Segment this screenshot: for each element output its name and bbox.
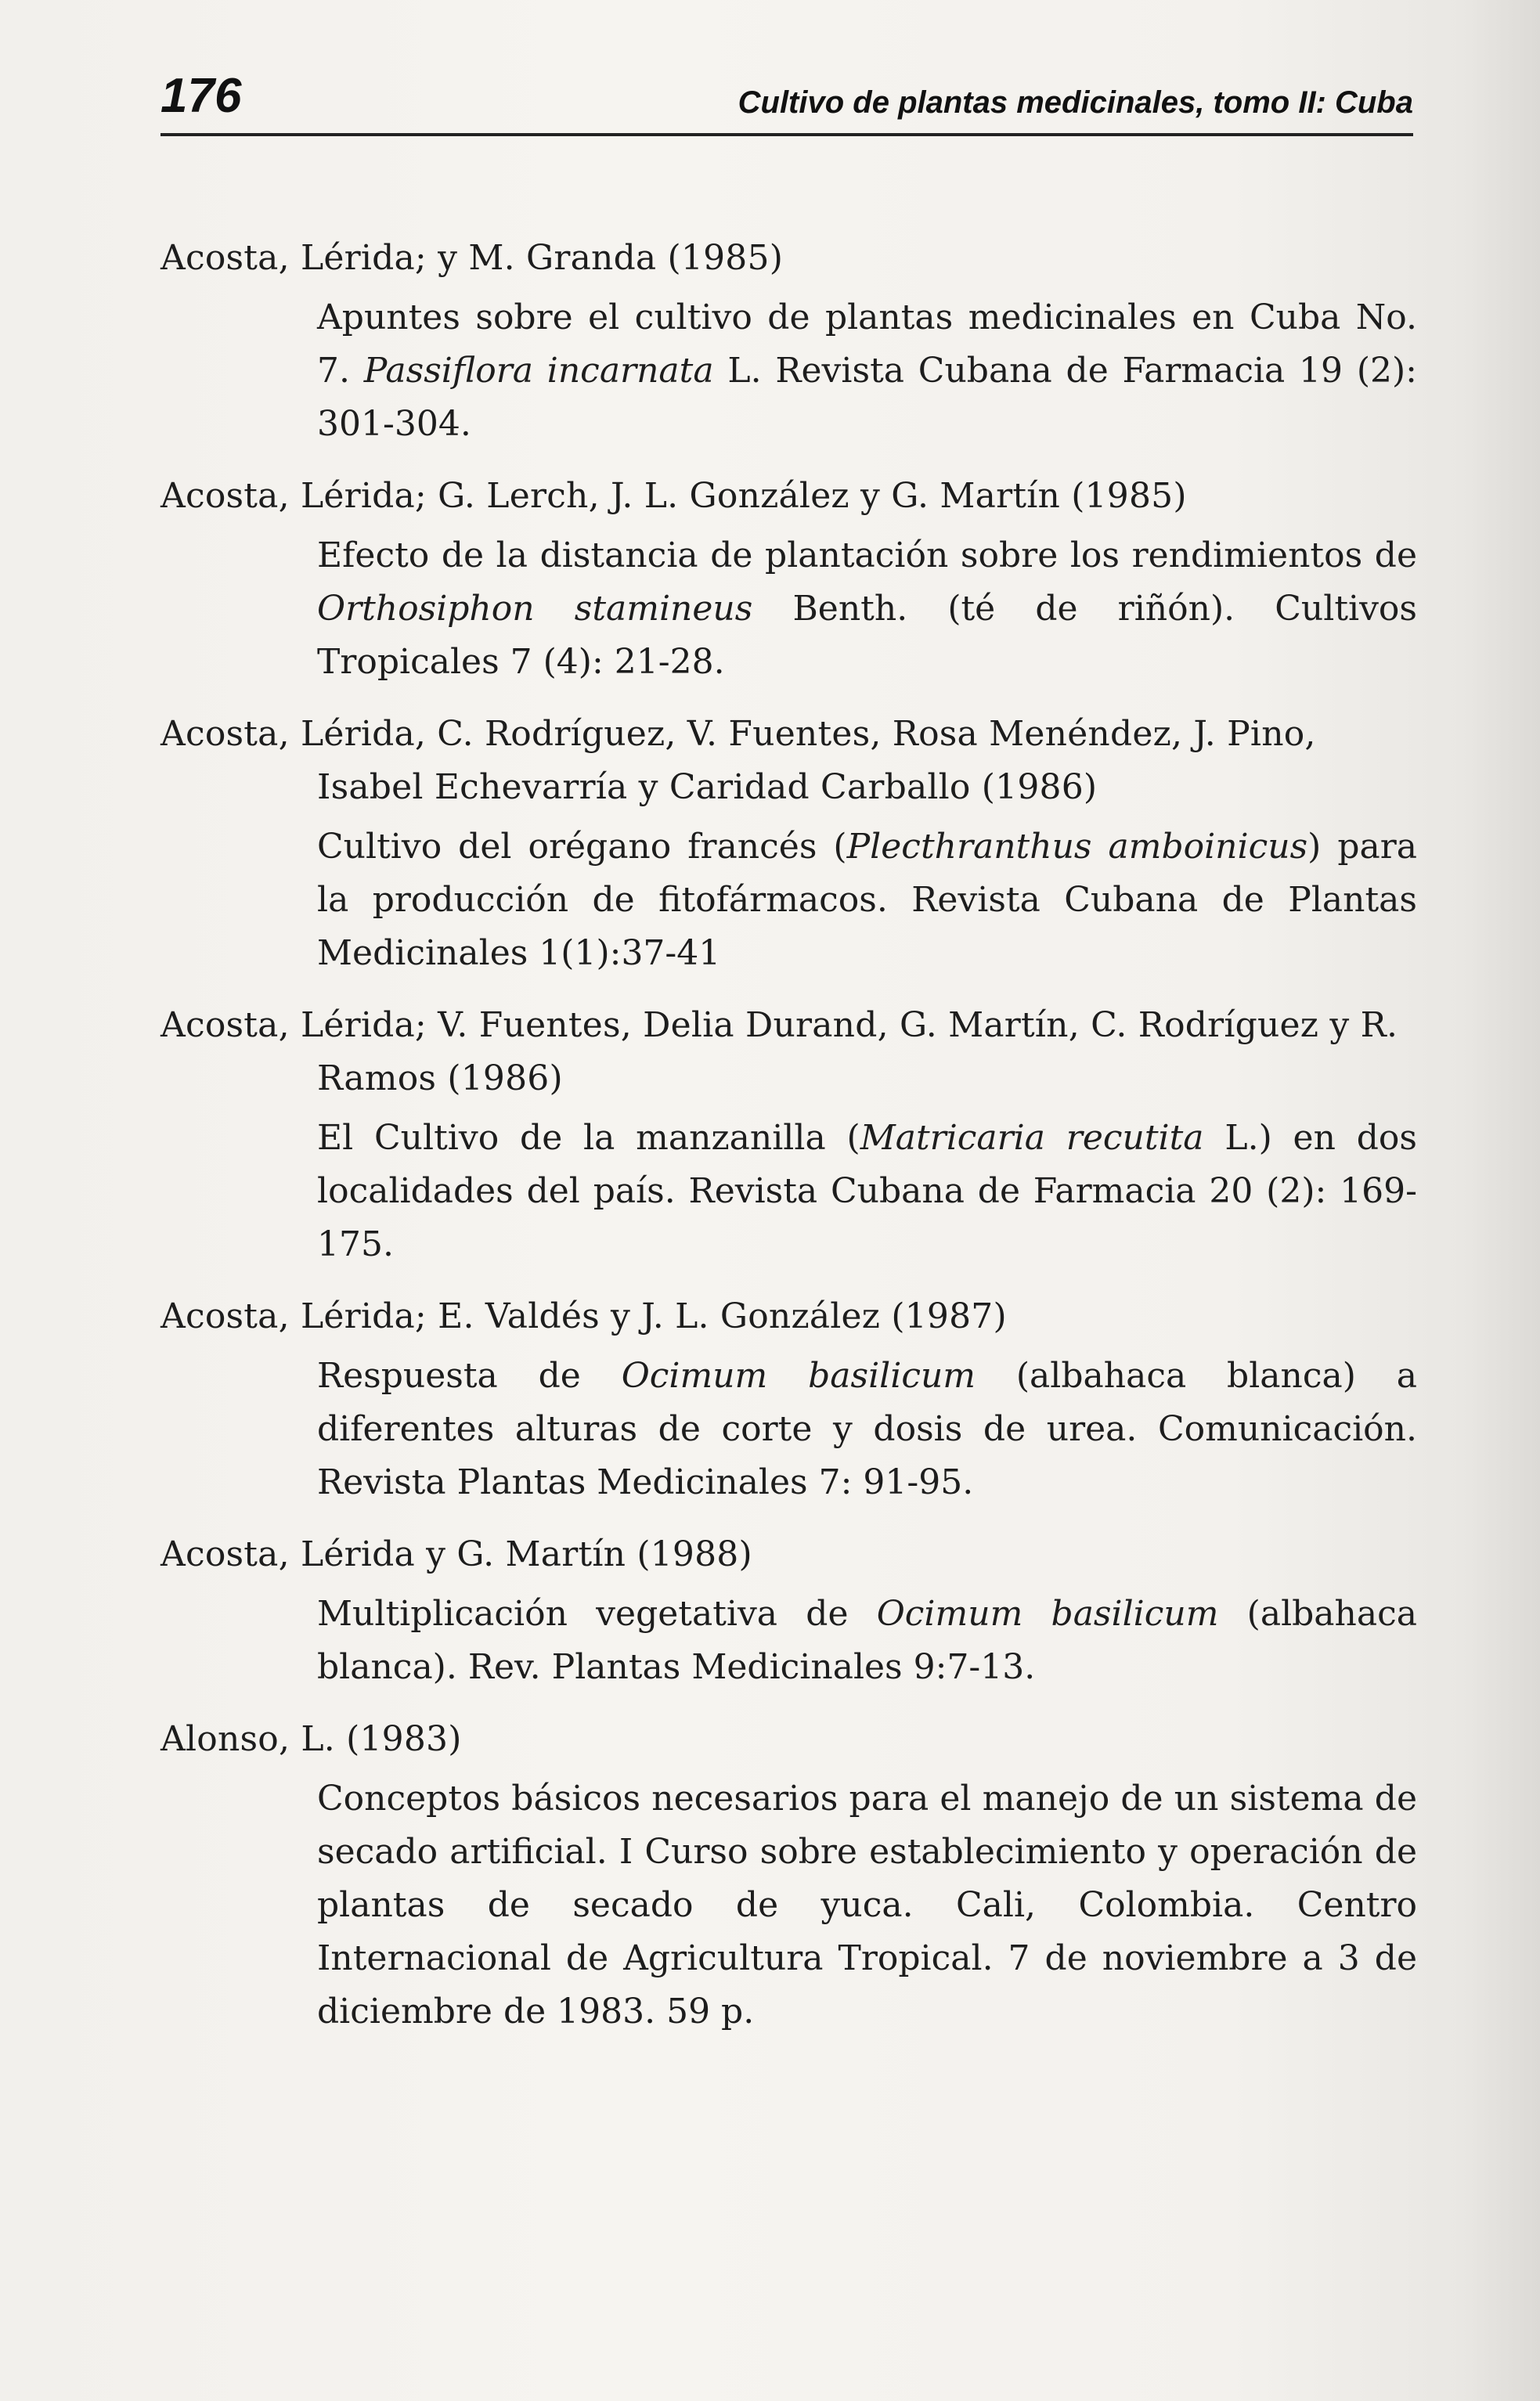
reference-author: Acosta, Lérida, C. Rodríguez, V. Fuentes, Rosa Menéndez, J. Pino, Isabel Echevarría y Caridad Carballo (1986) <box>160 714 1316 807</box>
title-text: (albahaca blanca). Rev. Plantas Medicinales 9:7-13. <box>317 1594 1417 1687</box>
reference-entry <box>160 999 1417 1271</box>
reference-entry <box>160 232 1417 451</box>
title-text: Apuntes sobre el cultivo de plantas medicinales en Cuba No. 7. <box>317 297 1417 391</box>
species-name: Ocimum basilicum <box>621 1356 976 1396</box>
species-name: Ocimum basilicum <box>876 1594 1219 1634</box>
running-title: Cultivo de plantas medicinales, tomo II: Cuba <box>738 85 1413 120</box>
title-text: Benth. (té de riñón). Cultivos Tropicales 7 (4): 21-28. <box>317 589 1418 682</box>
title-text: L.) en dos localidades del país. Revista Cubana de Farmacia 20 (2): 169-175. <box>317 1118 1417 1264</box>
reference-title <box>160 291 1417 451</box>
reference-author: Acosta, Lérida y G. Martín (1988) <box>160 1534 752 1574</box>
reference-title <box>160 1772 1417 2039</box>
reference-title <box>160 1112 1417 1271</box>
reference-list <box>160 232 1417 2057</box>
reference-entry <box>160 470 1417 689</box>
title-text: Conceptos básicos necesarios para el manejo de un sistema de secado artificial. I Curso sobre establecimiento y operación de plantas de secado de yuca. Cali, Colombia. Centro Internacional de Agricultura Tropical. 7 de noviembre a 3 de diciembre de 1983. 59 p. <box>317 1779 1417 2031</box>
reference-entry <box>160 1713 1417 2039</box>
reference-title <box>160 1350 1417 1509</box>
title-text: ) para la producción de fitofármacos. Revista Cubana de Plantas Medicinales 1(1):37-41 <box>317 827 1417 973</box>
reference-title <box>160 529 1417 689</box>
reference-entry <box>160 1290 1417 1509</box>
title-text: L. Revista Cubana de Farmacia 19 (2): 301-304. <box>317 351 1417 444</box>
reference-author: Alonso, L. (1983) <box>160 1719 462 1759</box>
title-text: Respuesta de <box>317 1356 622 1396</box>
title-text: (albahaca blanca) a diferentes alturas de corte y dosis de urea. Comunicación. Revista Plantas Medicinales 7: 91-95. <box>317 1356 1417 1502</box>
reference-title <box>160 820 1417 980</box>
page-number: 176 <box>160 69 242 123</box>
reference-title <box>160 1588 1417 1694</box>
header-rule <box>160 133 1413 136</box>
reference-author: Acosta, Lérida; y M. Granda (1985) <box>160 238 784 278</box>
species-name: Matricaria recutita <box>860 1118 1204 1158</box>
species-name: Orthosiphon stamineus <box>317 589 753 629</box>
reference-author: Acosta, Lérida; G. Lerch, J. L. González y G. Martín (1985) <box>160 476 1187 516</box>
reference-entry <box>160 1528 1417 1694</box>
title-text: Multiplicación vegetativa de <box>317 1594 877 1634</box>
reference-entry <box>160 708 1417 980</box>
title-text: El Cultivo de la manzanilla ( <box>317 1118 860 1158</box>
title-text: Cultivo del orégano francés ( <box>317 827 847 867</box>
species-name: Passiflora incarnata <box>363 351 714 391</box>
species-name: Plecthranthus amboinicus <box>846 827 1308 867</box>
page-header <box>160 61 1413 139</box>
reference-author: Acosta, Lérida; V. Fuentes, Delia Durand, G. Martín, C. Rodríguez y R. Ramos (1986) <box>160 1005 1398 1098</box>
title-text: Efecto de la distancia de plantación sobre los rendimientos de <box>317 535 1417 575</box>
reference-author: Acosta, Lérida; E. Valdés y J. L. González (1987) <box>160 1296 1007 1336</box>
